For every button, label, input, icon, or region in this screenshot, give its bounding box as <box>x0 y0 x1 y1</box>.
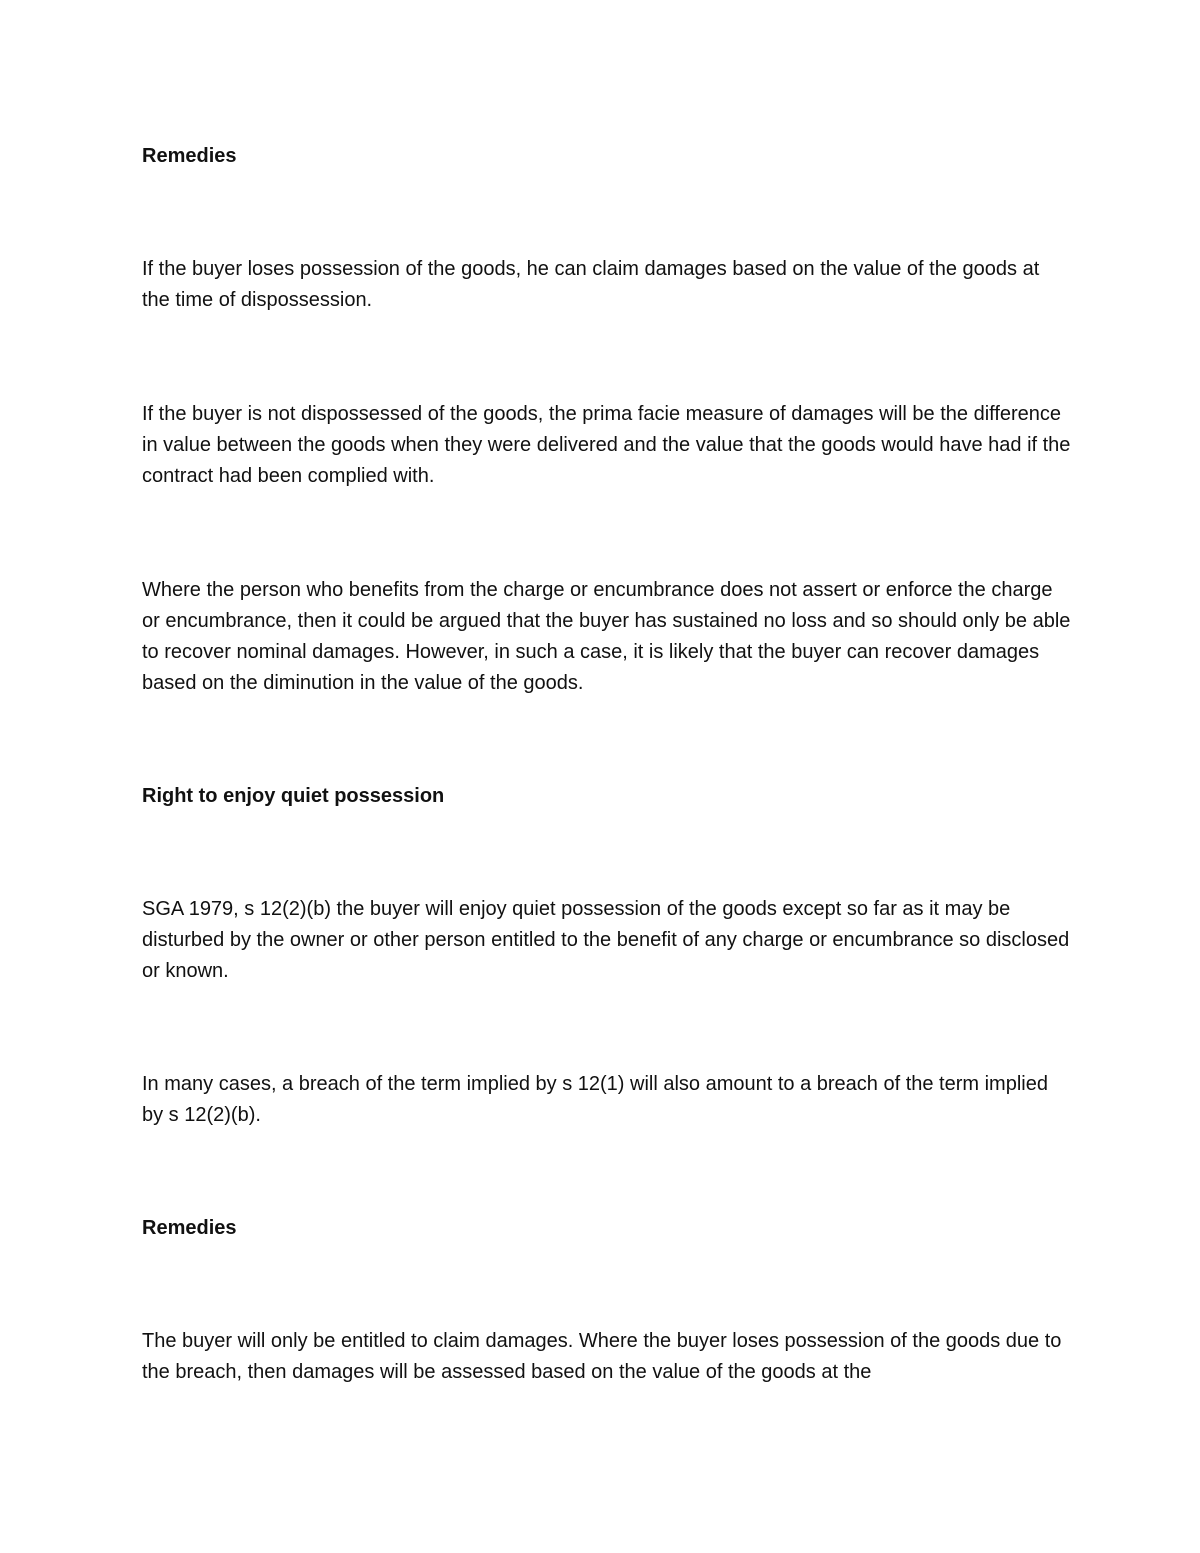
section-heading-remedies: Remedies <box>142 145 237 167</box>
paragraph-sga-section: SGA 1979, s 12(2)(b) the buyer will enjoy quiet possession of the goods except so far as it may be disturbed by the owner or other person entitled to the benefit of any charge or encumbrance so disclosed or known. <box>142 898 1070 982</box>
paragraph-nominal-damages: Where the person who benefits from the charge or encumbrance does not assert or enforce the charge or encumbrance, then it could be argued that the buyer has sustained no loss and so should only be able to recover nominal damages. However, in such a case, it is likely that the buyer can recover damages based on the diminution in the value of the goods. <box>142 579 1071 694</box>
section-heading-remedies-2: Remedies <box>142 1217 237 1239</box>
paragraph-dispossession-damages: If the buyer loses possession of the goods, he can claim damages based on the value of the goods at the time of dispossession. <box>142 258 1040 311</box>
section-heading-quiet-possession: Right to enjoy quiet possession <box>142 785 445 807</box>
paragraph-not-dispossessed: If the buyer is not dispossessed of the goods, the prima facie measure of damages will be the difference in value between the goods when they were delivered and the value that the goods would have had if the contract had been complied with. <box>142 403 1071 487</box>
paragraph-breach-term: In many cases, a breach of the term implied by s 12(1) will also amount to a breach of the term implied by s 12(2)(b). <box>142 1073 1048 1126</box>
paragraph-buyer-damages: The buyer will only be entitled to claim damages. Where the buyer loses possession of the goods due to the breach, then damages will be assessed based on the value of the goods at the <box>142 1330 1062 1383</box>
